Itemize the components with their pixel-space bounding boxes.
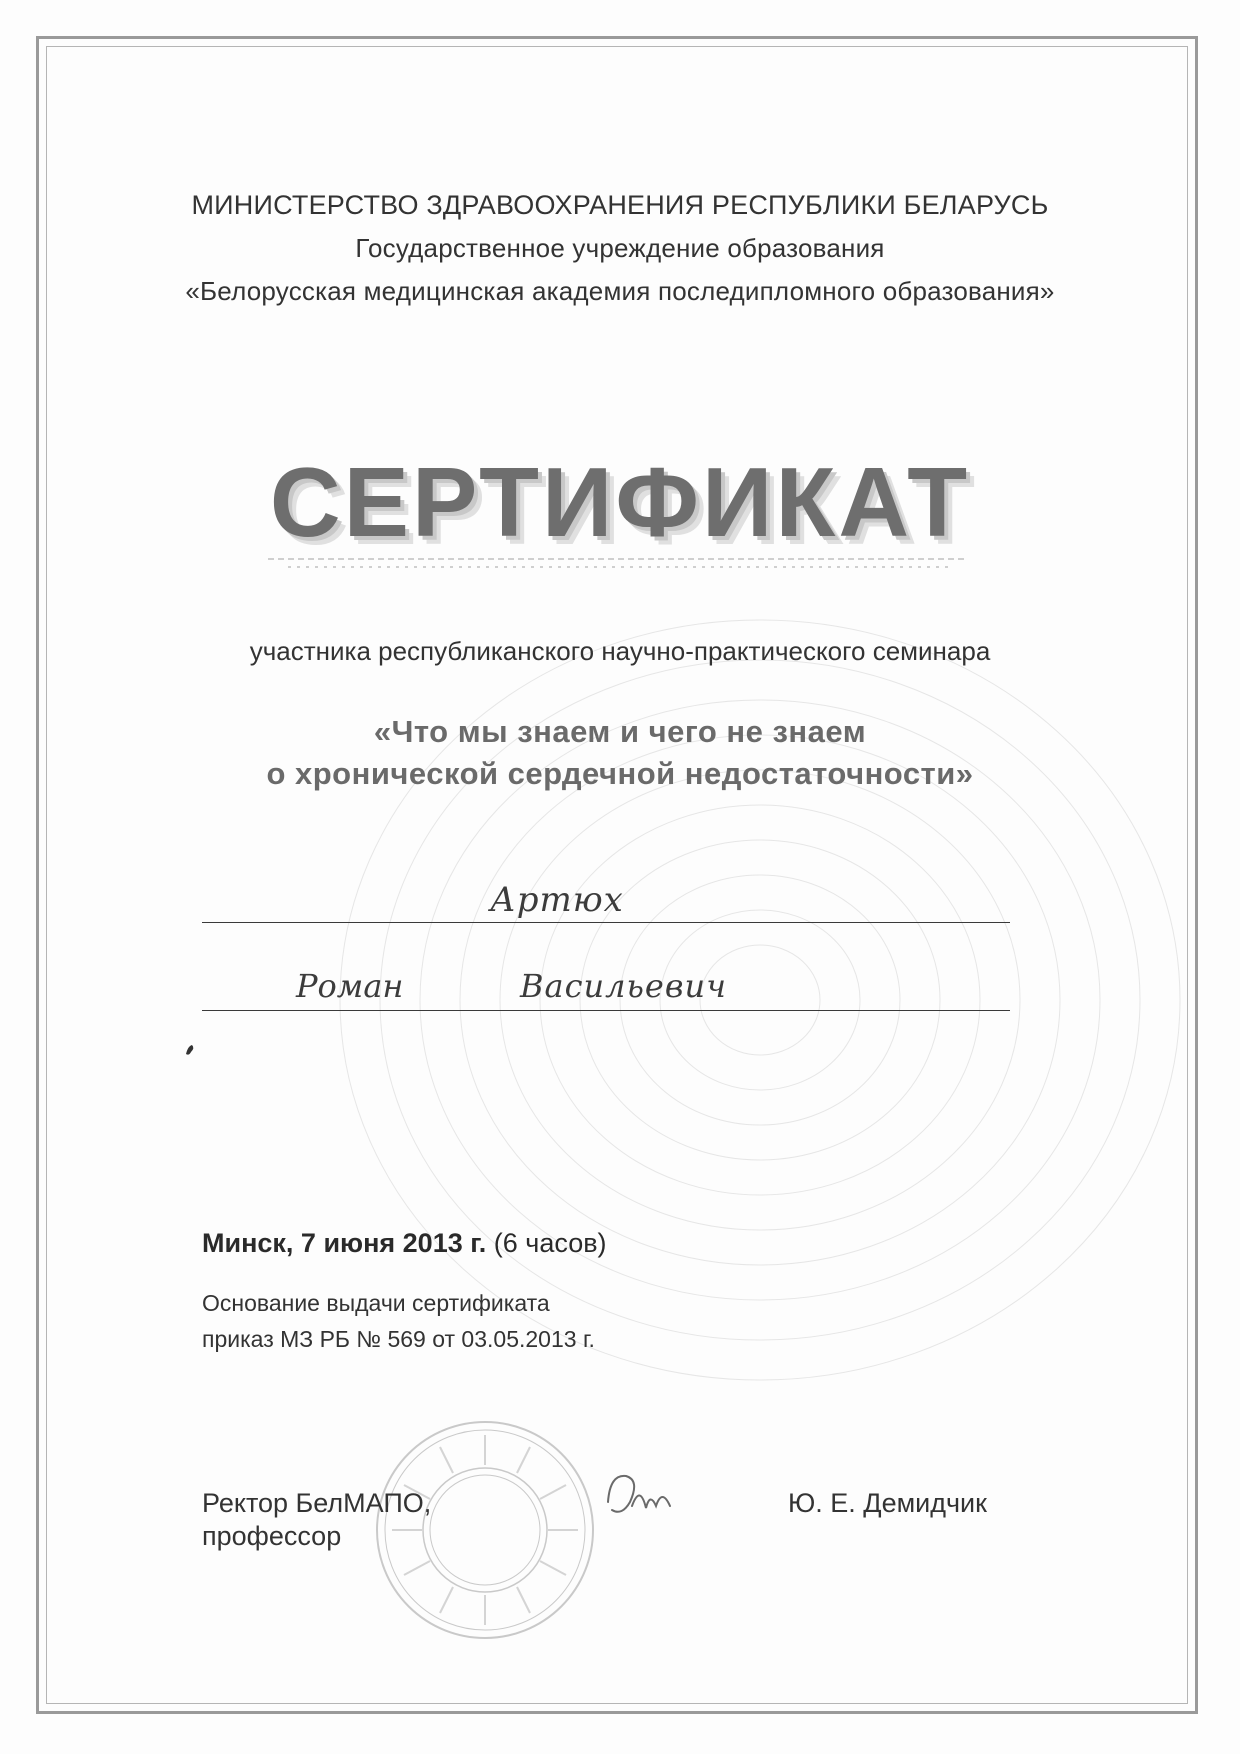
surname-underline — [202, 922, 1010, 923]
rector-signature — [600, 1462, 700, 1532]
seminar-topic-line2: о хронической сердечной недостаточности» — [266, 756, 974, 791]
ink-mark — [180, 1040, 200, 1060]
name-underline — [202, 1010, 1010, 1011]
event-duration: (6 часов) — [493, 1228, 607, 1258]
ministry-heading: МИНИСТЕРСТВО ЗДРАВООХРАНЕНИЯ РЕСПУБЛИКИ БЕЛАРУСЬ — [191, 190, 1049, 220]
recipient-patronymic: Васильевич — [520, 967, 727, 1005]
participant-caption: участника республиканского научно-практического семинара — [249, 636, 991, 666]
event-date-line — [202, 1228, 607, 1259]
signatory-name: Ю. Е. Демидчик — [788, 1488, 987, 1518]
institution-name: «Белорусская медицинская академия последипломного образования» — [185, 276, 1055, 306]
event-place-date: Минск, 7 июня 2013 г. — [202, 1228, 487, 1258]
signatory-title: профессор — [202, 1521, 342, 1551]
basis-order: приказ МЗ РБ № 569 от 03.05.2013 г. — [202, 1326, 595, 1352]
certificate-title: СЕРТИФИКАТ — [269, 447, 971, 557]
recipient-first-name: Роман — [296, 967, 404, 1005]
basis-caption: Основание выдачи сертификата — [202, 1290, 550, 1316]
seminar-topic-line1: «Что мы знаем и чего не знаем — [373, 714, 867, 749]
institution-type: Государственное учреждение образования — [355, 233, 885, 263]
signatory-position: Ректор БелМАПО, — [202, 1488, 432, 1518]
official-stamp — [370, 1415, 600, 1645]
title-decoration — [248, 555, 988, 573]
recipient-surname: Артюх — [490, 880, 624, 920]
